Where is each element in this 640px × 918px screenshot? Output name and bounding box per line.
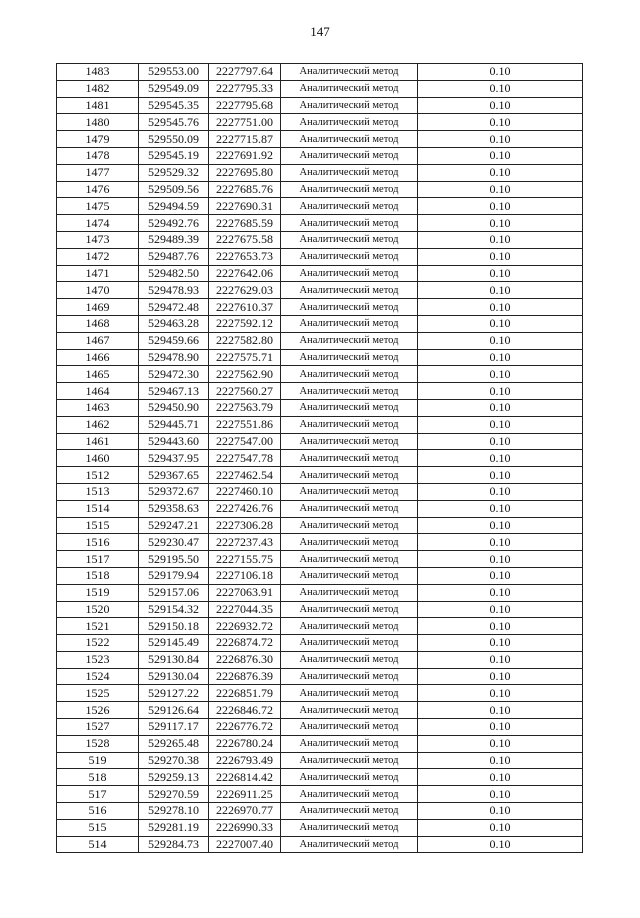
table-row	[57, 315, 583, 332]
method-cell: Аналитический метод	[281, 752, 418, 769]
y-coordinate-cell: 2227426.76	[209, 500, 281, 517]
method-cell: Аналитический метод	[281, 349, 418, 366]
method-cell: Аналитический метод	[281, 584, 418, 601]
x-coordinate-cell: 529130.84	[139, 651, 209, 668]
method-cell: Аналитический метод	[281, 769, 418, 786]
x-coordinate-cell: 529145.49	[139, 635, 209, 652]
x-coordinate-cell: 529545.19	[139, 147, 209, 164]
y-coordinate-cell: 2227007.40	[209, 836, 281, 853]
table-row	[57, 534, 583, 551]
accuracy-cell: 0.10	[418, 601, 583, 618]
table-row	[57, 265, 583, 282]
x-coordinate-cell: 529494.59	[139, 198, 209, 215]
point-number-cell: 1512	[57, 467, 139, 484]
accuracy-cell: 0.10	[418, 299, 583, 316]
point-number-cell: 1464	[57, 383, 139, 400]
x-coordinate-cell: 529545.35	[139, 97, 209, 114]
table-row	[57, 383, 583, 400]
point-number-cell: 1474	[57, 215, 139, 232]
x-coordinate-cell: 529150.18	[139, 618, 209, 635]
x-coordinate-cell: 529265.48	[139, 735, 209, 752]
method-cell: Аналитический метод	[281, 803, 418, 820]
accuracy-cell: 0.10	[418, 483, 583, 500]
y-coordinate-cell: 2227690.31	[209, 198, 281, 215]
point-number-cell: 1517	[57, 551, 139, 568]
point-number-cell: 1527	[57, 719, 139, 736]
table-row	[57, 735, 583, 752]
table-row	[57, 567, 583, 584]
y-coordinate-cell: 2227691.92	[209, 147, 281, 164]
y-coordinate-cell: 2227044.35	[209, 601, 281, 618]
table-row	[57, 752, 583, 769]
accuracy-cell: 0.10	[418, 265, 583, 282]
x-coordinate-cell: 529450.90	[139, 399, 209, 416]
point-number-cell: 1469	[57, 299, 139, 316]
y-coordinate-cell: 2226814.42	[209, 769, 281, 786]
y-coordinate-cell: 2226780.24	[209, 735, 281, 752]
accuracy-cell: 0.10	[418, 584, 583, 601]
x-coordinate-cell: 529358.63	[139, 500, 209, 517]
point-number-cell: 1470	[57, 282, 139, 299]
table-row	[57, 651, 583, 668]
accuracy-cell: 0.10	[418, 433, 583, 450]
method-cell: Аналитический метод	[281, 399, 418, 416]
x-coordinate-cell: 529247.21	[139, 517, 209, 534]
table-row	[57, 769, 583, 786]
x-coordinate-cell: 529270.38	[139, 752, 209, 769]
point-number-cell: 1465	[57, 366, 139, 383]
accuracy-cell: 0.10	[418, 147, 583, 164]
point-number-cell: 1461	[57, 433, 139, 450]
method-cell: Аналитический метод	[281, 618, 418, 635]
point-number-cell: 1513	[57, 483, 139, 500]
x-coordinate-cell: 529478.90	[139, 349, 209, 366]
method-cell: Аналитический метод	[281, 467, 418, 484]
accuracy-cell: 0.10	[418, 416, 583, 433]
table-row	[57, 500, 583, 517]
point-number-cell: 1525	[57, 685, 139, 702]
table-row	[57, 114, 583, 131]
x-coordinate-cell: 529259.13	[139, 769, 209, 786]
point-number-cell: 1518	[57, 567, 139, 584]
point-number-cell: 1475	[57, 198, 139, 215]
method-cell: Аналитический метод	[281, 114, 418, 131]
table-row	[57, 282, 583, 299]
table-row	[57, 517, 583, 534]
y-coordinate-cell: 2227547.78	[209, 450, 281, 467]
x-coordinate-cell: 529492.76	[139, 215, 209, 232]
y-coordinate-cell: 2227653.73	[209, 248, 281, 265]
method-cell: Аналитический метод	[281, 551, 418, 568]
point-number-cell: 1482	[57, 80, 139, 97]
y-coordinate-cell: 2227563.79	[209, 399, 281, 416]
y-coordinate-cell: 2227551.86	[209, 416, 281, 433]
y-coordinate-cell: 2227575.71	[209, 349, 281, 366]
method-cell: Аналитический метод	[281, 500, 418, 517]
method-cell: Аналитический метод	[281, 433, 418, 450]
table-row	[57, 164, 583, 181]
point-number-cell: 516	[57, 803, 139, 820]
y-coordinate-cell: 2227237.43	[209, 534, 281, 551]
method-cell: Аналитический метод	[281, 702, 418, 719]
y-coordinate-cell: 2227685.59	[209, 215, 281, 232]
y-coordinate-cell: 2227562.90	[209, 366, 281, 383]
table-row	[57, 416, 583, 433]
point-number-cell: 517	[57, 786, 139, 803]
accuracy-cell: 0.10	[418, 349, 583, 366]
y-coordinate-cell: 2227155.75	[209, 551, 281, 568]
accuracy-cell: 0.10	[418, 450, 583, 467]
table-row	[57, 450, 583, 467]
table-row	[57, 215, 583, 232]
accuracy-cell: 0.10	[418, 500, 583, 517]
table-row	[57, 483, 583, 500]
accuracy-cell: 0.10	[418, 231, 583, 248]
table-row	[57, 685, 583, 702]
method-cell: Аналитический метод	[281, 282, 418, 299]
accuracy-cell: 0.10	[418, 702, 583, 719]
table-row	[57, 551, 583, 568]
y-coordinate-cell: 2227306.28	[209, 517, 281, 534]
y-coordinate-cell: 2227582.80	[209, 332, 281, 349]
point-number-cell: 1521	[57, 618, 139, 635]
point-number-cell: 1468	[57, 315, 139, 332]
point-number-cell: 1480	[57, 114, 139, 131]
point-number-cell: 1477	[57, 164, 139, 181]
x-coordinate-cell: 529437.95	[139, 450, 209, 467]
x-coordinate-cell: 529443.60	[139, 433, 209, 450]
table-row	[57, 97, 583, 114]
point-number-cell: 1514	[57, 500, 139, 517]
accuracy-cell: 0.10	[418, 399, 583, 416]
method-cell: Аналитический метод	[281, 651, 418, 668]
method-cell: Аналитический метод	[281, 819, 418, 836]
table-row	[57, 64, 583, 81]
table-row	[57, 147, 583, 164]
accuracy-cell: 0.10	[418, 567, 583, 584]
table-row	[57, 231, 583, 248]
coordinates-table	[56, 63, 583, 853]
y-coordinate-cell: 2226932.72	[209, 618, 281, 635]
y-coordinate-cell: 2226776.72	[209, 719, 281, 736]
table-row	[57, 836, 583, 853]
point-number-cell: 519	[57, 752, 139, 769]
x-coordinate-cell: 529179.94	[139, 567, 209, 584]
method-cell: Аналитический метод	[281, 567, 418, 584]
table-row	[57, 467, 583, 484]
method-cell: Аналитический метод	[281, 332, 418, 349]
x-coordinate-cell: 529230.47	[139, 534, 209, 551]
accuracy-cell: 0.10	[418, 618, 583, 635]
point-number-cell: 1466	[57, 349, 139, 366]
point-number-cell: 1463	[57, 399, 139, 416]
method-cell: Аналитический метод	[281, 601, 418, 618]
table-row	[57, 181, 583, 198]
y-coordinate-cell: 2227795.68	[209, 97, 281, 114]
table-row	[57, 668, 583, 685]
method-cell: Аналитический метод	[281, 685, 418, 702]
method-cell: Аналитический метод	[281, 248, 418, 265]
point-number-cell: 515	[57, 819, 139, 836]
accuracy-cell: 0.10	[418, 64, 583, 81]
point-number-cell: 1483	[57, 64, 139, 81]
x-coordinate-cell: 529549.09	[139, 80, 209, 97]
x-coordinate-cell: 529367.65	[139, 467, 209, 484]
x-coordinate-cell: 529445.71	[139, 416, 209, 433]
y-coordinate-cell: 2227560.27	[209, 383, 281, 400]
table-row	[57, 131, 583, 148]
method-cell: Аналитический метод	[281, 80, 418, 97]
method-cell: Аналитический метод	[281, 215, 418, 232]
x-coordinate-cell: 529157.06	[139, 584, 209, 601]
accuracy-cell: 0.10	[418, 215, 583, 232]
x-coordinate-cell: 529478.93	[139, 282, 209, 299]
point-number-cell: 1519	[57, 584, 139, 601]
accuracy-cell: 0.10	[418, 131, 583, 148]
table-row	[57, 399, 583, 416]
method-cell: Аналитический метод	[281, 635, 418, 652]
method-cell: Аналитический метод	[281, 64, 418, 81]
point-number-cell: 1476	[57, 181, 139, 198]
method-cell: Аналитический метод	[281, 719, 418, 736]
table-row	[57, 601, 583, 618]
accuracy-cell: 0.10	[418, 803, 583, 820]
accuracy-cell: 0.10	[418, 248, 583, 265]
y-coordinate-cell: 2226874.72	[209, 635, 281, 652]
y-coordinate-cell: 2226793.49	[209, 752, 281, 769]
method-cell: Аналитический метод	[281, 299, 418, 316]
method-cell: Аналитический метод	[281, 198, 418, 215]
point-number-cell: 1515	[57, 517, 139, 534]
x-coordinate-cell: 529459.66	[139, 332, 209, 349]
y-coordinate-cell: 2226876.39	[209, 668, 281, 685]
table-row	[57, 618, 583, 635]
accuracy-cell: 0.10	[418, 517, 583, 534]
table-row	[57, 349, 583, 366]
method-cell: Аналитический метод	[281, 735, 418, 752]
table-row	[57, 80, 583, 97]
point-number-cell: 1526	[57, 702, 139, 719]
x-coordinate-cell: 529130.04	[139, 668, 209, 685]
x-coordinate-cell: 529126.64	[139, 702, 209, 719]
method-cell: Аналитический метод	[281, 164, 418, 181]
table-row	[57, 584, 583, 601]
y-coordinate-cell: 2226970.77	[209, 803, 281, 820]
point-number-cell: 1479	[57, 131, 139, 148]
point-number-cell: 1467	[57, 332, 139, 349]
accuracy-cell: 0.10	[418, 769, 583, 786]
x-coordinate-cell: 529487.76	[139, 248, 209, 265]
table-row	[57, 719, 583, 736]
x-coordinate-cell: 529270.59	[139, 786, 209, 803]
method-cell: Аналитический метод	[281, 517, 418, 534]
table-row	[57, 198, 583, 215]
table-row	[57, 332, 583, 349]
point-number-cell: 1472	[57, 248, 139, 265]
table-row	[57, 786, 583, 803]
y-coordinate-cell: 2227751.00	[209, 114, 281, 131]
accuracy-cell: 0.10	[418, 819, 583, 836]
y-coordinate-cell: 2227685.76	[209, 181, 281, 198]
method-cell: Аналитический метод	[281, 483, 418, 500]
point-number-cell: 1522	[57, 635, 139, 652]
method-cell: Аналитический метод	[281, 131, 418, 148]
accuracy-cell: 0.10	[418, 836, 583, 853]
accuracy-cell: 0.10	[418, 114, 583, 131]
x-coordinate-cell: 529467.13	[139, 383, 209, 400]
accuracy-cell: 0.10	[418, 181, 583, 198]
method-cell: Аналитический метод	[281, 315, 418, 332]
accuracy-cell: 0.10	[418, 551, 583, 568]
accuracy-cell: 0.10	[418, 534, 583, 551]
y-coordinate-cell: 2226851.79	[209, 685, 281, 702]
accuracy-cell: 0.10	[418, 383, 583, 400]
y-coordinate-cell: 2227695.80	[209, 164, 281, 181]
x-coordinate-cell: 529154.32	[139, 601, 209, 618]
point-number-cell: 1516	[57, 534, 139, 551]
y-coordinate-cell: 2227063.91	[209, 584, 281, 601]
y-coordinate-cell: 2227462.54	[209, 467, 281, 484]
point-number-cell: 1473	[57, 231, 139, 248]
table-row	[57, 433, 583, 450]
x-coordinate-cell: 529553.00	[139, 64, 209, 81]
x-coordinate-cell: 529281.19	[139, 819, 209, 836]
accuracy-cell: 0.10	[418, 366, 583, 383]
x-coordinate-cell: 529372.67	[139, 483, 209, 500]
y-coordinate-cell: 2227592.12	[209, 315, 281, 332]
page-number: 147	[310, 24, 330, 39]
accuracy-cell: 0.10	[418, 735, 583, 752]
method-cell: Аналитический метод	[281, 181, 418, 198]
x-coordinate-cell: 529482.50	[139, 265, 209, 282]
accuracy-cell: 0.10	[418, 332, 583, 349]
table-row	[57, 248, 583, 265]
y-coordinate-cell: 2227797.64	[209, 64, 281, 81]
accuracy-cell: 0.10	[418, 752, 583, 769]
x-coordinate-cell: 529529.32	[139, 164, 209, 181]
x-coordinate-cell: 529472.30	[139, 366, 209, 383]
accuracy-cell: 0.10	[418, 685, 583, 702]
accuracy-cell: 0.10	[418, 315, 583, 332]
accuracy-cell: 0.10	[418, 635, 583, 652]
accuracy-cell: 0.10	[418, 668, 583, 685]
x-coordinate-cell: 529509.56	[139, 181, 209, 198]
accuracy-cell: 0.10	[418, 282, 583, 299]
point-number-cell: 514	[57, 836, 139, 853]
x-coordinate-cell: 529278.10	[139, 803, 209, 820]
table-row	[57, 702, 583, 719]
x-coordinate-cell: 529545.76	[139, 114, 209, 131]
y-coordinate-cell: 2227460.10	[209, 483, 281, 500]
method-cell: Аналитический метод	[281, 383, 418, 400]
accuracy-cell: 0.10	[418, 80, 583, 97]
x-coordinate-cell: 529472.48	[139, 299, 209, 316]
accuracy-cell: 0.10	[418, 164, 583, 181]
point-number-cell: 1481	[57, 97, 139, 114]
method-cell: Аналитический метод	[281, 147, 418, 164]
method-cell: Аналитический метод	[281, 450, 418, 467]
y-coordinate-cell: 2227629.03	[209, 282, 281, 299]
table-row	[57, 819, 583, 836]
y-coordinate-cell: 2226990.33	[209, 819, 281, 836]
x-coordinate-cell: 529117.17	[139, 719, 209, 736]
table-row	[57, 635, 583, 652]
method-cell: Аналитический метод	[281, 366, 418, 383]
point-number-cell: 1478	[57, 147, 139, 164]
y-coordinate-cell: 2227675.58	[209, 231, 281, 248]
x-coordinate-cell: 529127.22	[139, 685, 209, 702]
point-number-cell: 1523	[57, 651, 139, 668]
y-coordinate-cell: 2227795.33	[209, 80, 281, 97]
y-coordinate-cell: 2226911.25	[209, 786, 281, 803]
method-cell: Аналитический метод	[281, 786, 418, 803]
method-cell: Аналитический метод	[281, 265, 418, 282]
y-coordinate-cell: 2227610.37	[209, 299, 281, 316]
accuracy-cell: 0.10	[418, 198, 583, 215]
x-coordinate-cell: 529489.39	[139, 231, 209, 248]
x-coordinate-cell: 529463.28	[139, 315, 209, 332]
point-number-cell: 1528	[57, 735, 139, 752]
accuracy-cell: 0.10	[418, 651, 583, 668]
y-coordinate-cell: 2227547.00	[209, 433, 281, 450]
method-cell: Аналитический метод	[281, 534, 418, 551]
table-row	[57, 299, 583, 316]
x-coordinate-cell: 529284.73	[139, 836, 209, 853]
accuracy-cell: 0.10	[418, 467, 583, 484]
method-cell: Аналитический метод	[281, 836, 418, 853]
y-coordinate-cell: 2226846.72	[209, 702, 281, 719]
x-coordinate-cell: 529550.09	[139, 131, 209, 148]
y-coordinate-cell: 2227642.06	[209, 265, 281, 282]
x-coordinate-cell: 529195.50	[139, 551, 209, 568]
method-cell: Аналитический метод	[281, 416, 418, 433]
point-number-cell: 1460	[57, 450, 139, 467]
point-number-cell: 1471	[57, 265, 139, 282]
method-cell: Аналитический метод	[281, 668, 418, 685]
y-coordinate-cell: 2227106.18	[209, 567, 281, 584]
point-number-cell: 1520	[57, 601, 139, 618]
table-row	[57, 803, 583, 820]
y-coordinate-cell: 2226876.30	[209, 651, 281, 668]
table-body	[57, 64, 583, 853]
accuracy-cell: 0.10	[418, 719, 583, 736]
accuracy-cell: 0.10	[418, 786, 583, 803]
accuracy-cell: 0.10	[418, 97, 583, 114]
method-cell: Аналитический метод	[281, 231, 418, 248]
method-cell: Аналитический метод	[281, 97, 418, 114]
point-number-cell: 518	[57, 769, 139, 786]
point-number-cell: 1524	[57, 668, 139, 685]
point-number-cell: 1462	[57, 416, 139, 433]
y-coordinate-cell: 2227715.87	[209, 131, 281, 148]
table-row	[57, 366, 583, 383]
